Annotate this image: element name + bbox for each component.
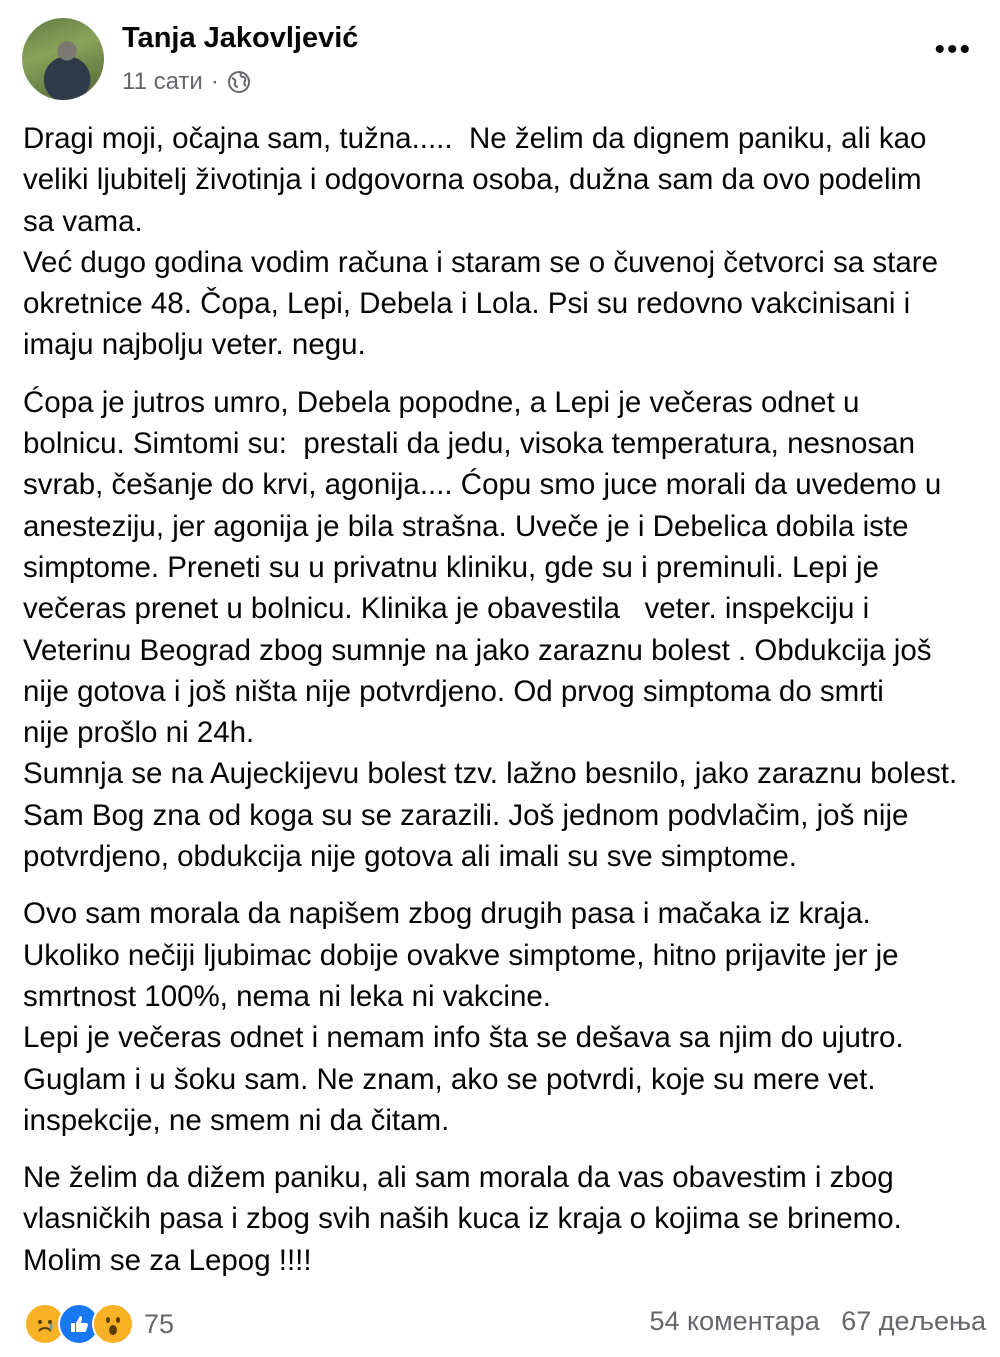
paragraph-gap [23,366,988,382]
text-line: Već dugo godina vodim računa i staram se o čuvenoj četvorci sa stare [23,245,938,279]
text-line: Sam Bog zna od koga su se zarazili. Još jednom podvlačim, još nije [23,798,909,832]
text-line: svrab, češanje do krvi, agonija.... Ćopu smo juce morali da uvedemo u [23,468,942,502]
post-paragraph [23,893,988,1141]
reactions-summary[interactable] [24,1304,174,1344]
post-paragraph [23,118,988,366]
text-line: Sumnja se na Aujeckijevu bolest tzv. lažno besnilo, jako zaraznu bolest. [23,757,958,791]
more-options-icon[interactable]: ••• [934,33,972,66]
text-line: Ćopa je jutros umro, Debela popodne, a Lepi je večeras odnet u [23,385,860,419]
post-paragraph [23,1157,988,1281]
comments-count[interactable]: 54 коментара [649,1306,820,1336]
text-line: Ukoliko nečiji ljubimac dobije ovakve simptome, hitno prijavite jer je [23,938,899,972]
reaction-count[interactable]: 75 [144,1308,175,1339]
globe-icon [227,70,251,94]
post-paragraph [23,382,988,878]
text-line: Ne želim da dižem paniku, ali sam morala da vas obavestim i zbog [23,1161,894,1195]
text-line: večeras prenet u bolnicu. Klinika je obavestila veter. inspekciju i [23,592,870,626]
post-time[interactable]: 11 сати [122,68,203,95]
text-line: potvrdjeno, obdukcija nije gotova ali imali su sve simptome. [23,840,797,874]
text-line: bolnicu. Simtomi su: prestali da jedu, visoka temperatura, nesnosan [23,427,916,461]
text-line: okretnice 48. Čopa, Lepi, Debela i Lola. Psi su redovno vakcinisani i [23,287,911,321]
text-line: veliki ljubitelj životinja i odgovorna osoba, dužna sam da ovo podelim [23,163,922,197]
text-line: imaju najbolju veter. negu. [23,328,366,362]
wow-reaction-icon [92,1303,134,1345]
author-name[interactable]: Tanja Jakovljević [122,22,359,54]
text-line: Guglam i u šoku sam. Ne znam, ako se potvrdi, koje su mere vet. [23,1062,876,1096]
text-line: Molim se za Lepog !!!! [23,1243,312,1277]
meta-separator: · [210,68,219,95]
engagement-stats [635,1306,986,1337]
text-line: Lepi je večeras odnet i nemam info šta se dešava sa njim do ujutro. [23,1021,904,1055]
text-line: Dragi moji, očajna sam, tužna..... Ne želim da dignem paniku, ali kao [23,122,927,155]
post-header [20,18,980,108]
post-text [23,118,988,1281]
paragraph-gap [23,877,988,893]
text-line: simptome. Preneti su u privatnu kliniku, gde su i preminuli. Lepi je [23,550,879,584]
paragraph-gap [23,1141,988,1157]
post-meta [122,68,251,96]
text-line: smrtnost 100%, nema ni leka ni vakcine. [23,979,551,1013]
text-line: nije gotova i još ništa nije potvrdjeno. Od prvog simptoma do smrti [23,674,884,708]
text-line: Veterinu Beograd zbog sumnje na jako zaraznu bolest . Obdukcija još [23,633,932,667]
text-line: anesteziju, jer agonija je bila strašna. Uveče je i Debelica dobila iste [23,509,909,543]
text-line: inspekcije, ne smem ni da čitam. [23,1103,450,1137]
text-line: nije prošlo ni 24h. [23,716,255,750]
author-avatar[interactable] [22,18,104,100]
shares-count[interactable]: 67 дељења [841,1306,986,1336]
text-line: vlasničkih pasa i zbog svih naših kuca iz kraja o kojima se brinemo. [23,1202,902,1236]
post-footer [24,1300,986,1346]
text-line: sa vama. [23,204,143,238]
text-line: Ovo sam morala da napišem zbog drugih pasa i mačaka iz kraja. [23,897,871,931]
